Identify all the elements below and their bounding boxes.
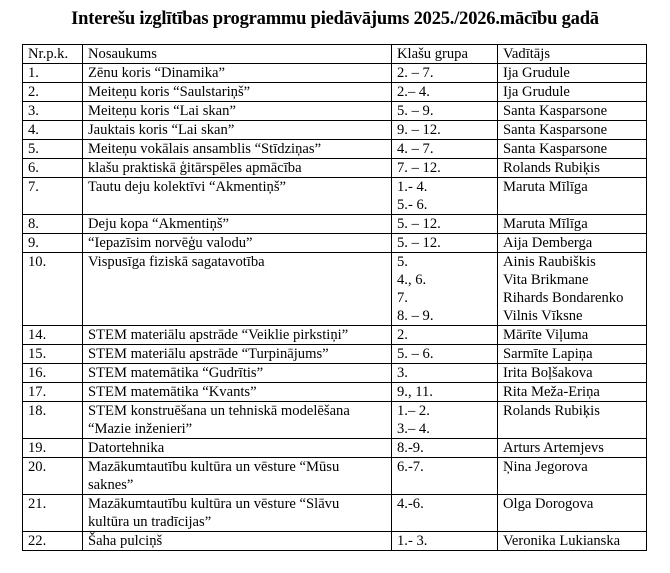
table-row: [23, 215, 647, 234]
cell-grades-line: 9., 11.: [397, 384, 433, 400]
cell-name-line: Tautu deju kolektīvi “Akmentiņš”: [88, 179, 286, 195]
cell-name-line: kultūra un tradīcijas”: [88, 514, 212, 530]
cell-nr: 10.: [23, 253, 83, 326]
cell-name-line: STEM materiālu apstrāde “Turpinājums”: [88, 346, 329, 362]
cell-name-line: Mazākumtautību kultūra un vēsture “Slāvu: [88, 496, 340, 512]
table-row: [23, 364, 647, 383]
document-title: Interešu izglītības programmu piedāvājums 2025./2026.mācību gadā: [71, 9, 599, 29]
cell-teacher: [498, 102, 647, 121]
cell-name: [83, 458, 392, 495]
cell-nr: 1.: [23, 64, 83, 83]
cell-teacher-line: Mārīte Viļuma: [503, 327, 589, 343]
cell-grades-line: 2. – 7.: [397, 65, 434, 81]
cell-name: [83, 140, 392, 159]
cell-name: [83, 83, 392, 102]
header-grades: Klašu grupa: [392, 45, 498, 64]
cell-grades-line: 5. – 6.: [397, 346, 434, 362]
cell-grades: [392, 532, 498, 551]
cell-teacher-line: Vita Brikmane: [503, 272, 589, 288]
cell-nr: 21.: [23, 495, 83, 532]
cell-grades-line: 4. – 7.: [397, 141, 434, 157]
cell-grades-line: 3.– 4.: [397, 421, 430, 437]
cell-teacher-line: Ainis Raubiškis: [503, 254, 596, 270]
table-header-row: [23, 45, 647, 64]
cell-name: [83, 402, 392, 439]
cell-grades-line: 5. – 9.: [397, 103, 434, 119]
cell-teacher-line: Rihards Bondarenko: [503, 290, 624, 306]
cell-teacher: [498, 439, 647, 458]
cell-grades: [392, 326, 498, 345]
cell-grades: [392, 140, 498, 159]
cell-teacher-line: Vilnis Vīksne: [503, 308, 583, 324]
cell-nr: 18.: [23, 402, 83, 439]
cell-name: [83, 326, 392, 345]
table-row: [23, 439, 647, 458]
cell-name: [83, 495, 392, 532]
cell-name-line: “Mazie inženieri”: [88, 421, 193, 437]
cell-grades-line: 5.: [397, 254, 408, 270]
table-row: [23, 253, 647, 326]
cell-grades: [392, 253, 498, 326]
table-row: [23, 102, 647, 121]
cell-teacher: [498, 121, 647, 140]
cell-grades-line: 2.– 4.: [397, 84, 430, 100]
cell-grades-line: 6.-7.: [397, 459, 424, 475]
cell-grades: [392, 458, 498, 495]
cell-grades-line: 1.- 3.: [397, 533, 428, 549]
cell-grades: [392, 439, 498, 458]
cell-name: [83, 102, 392, 121]
cell-name-line: Mazākumtautību kultūra un vēsture “Mūsu: [88, 459, 340, 475]
cell-name-line: Deju kopa “Akmentiņš”: [88, 216, 230, 232]
cell-nr: 6.: [23, 159, 83, 178]
cell-name: [83, 383, 392, 402]
cell-grades: [392, 83, 498, 102]
cell-name: [83, 364, 392, 383]
cell-nr: 15.: [23, 345, 83, 364]
cell-grades-line: 3.: [397, 365, 408, 381]
header-nr: Nr.p.k.: [23, 45, 83, 64]
cell-teacher-line: Sarmīte Lapiņa: [503, 346, 593, 362]
cell-grades-line: 5. – 12.: [397, 216, 441, 232]
cell-teacher-line: Santa Kasparsone: [503, 141, 608, 157]
table-row: [23, 159, 647, 178]
cell-grades: [392, 121, 498, 140]
cell-grades: [392, 102, 498, 121]
cell-teacher: [498, 64, 647, 83]
cell-teacher-line: Ņina Jegorova: [503, 459, 588, 475]
cell-grades-line: 5. – 12.: [397, 235, 441, 251]
table-row: [23, 121, 647, 140]
table-row: [23, 140, 647, 159]
cell-grades: [392, 383, 498, 402]
table-row: [23, 532, 647, 551]
cell-teacher: [498, 495, 647, 532]
cell-teacher-line: Rolands Rubiķis: [503, 403, 600, 419]
cell-grades-line: 8. – 9.: [397, 308, 434, 324]
cell-nr: 9.: [23, 234, 83, 253]
cell-grades-line: 9. – 12.: [397, 122, 441, 138]
cell-teacher-line: Ija Grudule: [503, 65, 570, 81]
cell-teacher: [498, 326, 647, 345]
cell-teacher-line: Irita Boļšakova: [503, 365, 593, 381]
table-row: [23, 64, 647, 83]
cell-grades-line: 1.– 2.: [397, 403, 430, 419]
cell-grades-line: 2.: [397, 327, 408, 343]
cell-nr: 22.: [23, 532, 83, 551]
cell-name-line: Meiteņu koris “Lai skan”: [88, 103, 236, 119]
header-name: Nosaukums: [83, 45, 392, 64]
cell-teacher: [498, 234, 647, 253]
table-row: [23, 326, 647, 345]
cell-name: [83, 253, 392, 326]
cell-grades: [392, 178, 498, 215]
cell-name-line: Vispusīga fiziskā sagatavotība: [88, 254, 265, 270]
table-row: [23, 234, 647, 253]
cell-name-line: Jauktais koris “Lai skan”: [88, 122, 235, 138]
cell-nr: 8.: [23, 215, 83, 234]
cell-name-line: saknes”: [88, 477, 134, 493]
cell-name: [83, 532, 392, 551]
cell-grades: [392, 402, 498, 439]
cell-teacher: [498, 364, 647, 383]
cell-teacher-line: Veronika Lukianska: [503, 533, 621, 549]
cell-name-line: Meiteņu koris “Saulstariņš”: [88, 84, 251, 100]
cell-grades-line: 1.- 4.: [397, 179, 428, 195]
cell-teacher: [498, 532, 647, 551]
cell-name: [83, 178, 392, 215]
cell-teacher: [498, 383, 647, 402]
cell-nr: 3.: [23, 102, 83, 121]
table-row: [23, 178, 647, 215]
cell-teacher-line: Aija Demberga: [503, 235, 593, 251]
cell-teacher-line: Maruta Mīlīga: [503, 216, 588, 232]
cell-name: [83, 234, 392, 253]
cell-teacher-line: Santa Kasparsone: [503, 122, 608, 138]
cell-name-line: klašu praktiskā ģitārspēles apmācība: [88, 160, 302, 176]
cell-nr: 7.: [23, 178, 83, 215]
cell-nr: 20.: [23, 458, 83, 495]
cell-grades: [392, 215, 498, 234]
cell-teacher: [498, 159, 647, 178]
cell-name-line: “Iepazīsim norvēģu valodu”: [88, 235, 253, 251]
cell-teacher-line: Rolands Rubiķis: [503, 160, 600, 176]
cell-grades: [392, 234, 498, 253]
cell-grades-line: 8.-9.: [397, 440, 424, 456]
cell-nr: 14.: [23, 326, 83, 345]
cell-name: [83, 439, 392, 458]
cell-name-line: Šaha pulciņš: [88, 533, 163, 549]
cell-teacher: [498, 140, 647, 159]
cell-name-line: Datortehnika: [88, 440, 165, 456]
cell-teacher-line: Ija Grudule: [503, 84, 570, 100]
cell-nr: 2.: [23, 83, 83, 102]
cell-grades: [392, 64, 498, 83]
cell-teacher-line: Rita Meža-Eriņa: [503, 384, 600, 400]
cell-teacher-line: Olga Dorogova: [503, 496, 594, 512]
cell-nr: 5.: [23, 140, 83, 159]
cell-grades-line: 4., 6.: [397, 272, 427, 288]
cell-grades-line: 7. – 12.: [397, 160, 441, 176]
cell-grades-line: 5.- 6.: [397, 197, 428, 213]
cell-name: [83, 121, 392, 140]
cell-teacher: [498, 402, 647, 439]
cell-grades-line: 7.: [397, 290, 408, 306]
cell-name: [83, 345, 392, 364]
cell-grades: [392, 495, 498, 532]
table-row: [23, 402, 647, 439]
cell-teacher: [498, 178, 647, 215]
cell-grades-line: 4.-6.: [397, 496, 424, 512]
cell-grades: [392, 159, 498, 178]
table-row: [23, 458, 647, 495]
table-row: [23, 495, 647, 532]
table-row: [23, 383, 647, 402]
cell-teacher: [498, 83, 647, 102]
cell-name-line: STEM matemātika “Kvants”: [88, 384, 257, 400]
cell-grades: [392, 364, 498, 383]
cell-teacher-line: Santa Kasparsone: [503, 103, 608, 119]
cell-name-line: Meiteņu vokālais ansamblis “Stīdziņas”: [88, 141, 322, 157]
cell-nr: 19.: [23, 439, 83, 458]
cell-name-line: Zēnu koris “Dinamika”: [88, 65, 225, 81]
programs-table: [22, 44, 647, 551]
cell-nr: 4.: [23, 121, 83, 140]
cell-teacher: [498, 215, 647, 234]
cell-name-line: STEM konstruēšana un tehniskā modelēšana: [88, 403, 350, 419]
cell-name: [83, 215, 392, 234]
cell-teacher-line: Maruta Mīlīga: [503, 179, 588, 195]
header-teacher: Vadītājs: [498, 45, 647, 64]
cell-nr: 17.: [23, 383, 83, 402]
cell-name: [83, 64, 392, 83]
cell-teacher: [498, 458, 647, 495]
table-row: [23, 83, 647, 102]
cell-name-line: STEM matemātika “Gudrītis”: [88, 365, 264, 381]
table-row: [23, 345, 647, 364]
cell-name-line: STEM materiālu apstrāde “Veiklie pirkstiņi”: [88, 327, 349, 343]
cell-grades: [392, 345, 498, 364]
table-body: [23, 64, 647, 551]
cell-name: [83, 159, 392, 178]
cell-nr: 16.: [23, 364, 83, 383]
cell-teacher-line: Arturs Artemjevs: [503, 440, 604, 456]
cell-teacher: [498, 345, 647, 364]
cell-teacher: [498, 253, 647, 326]
